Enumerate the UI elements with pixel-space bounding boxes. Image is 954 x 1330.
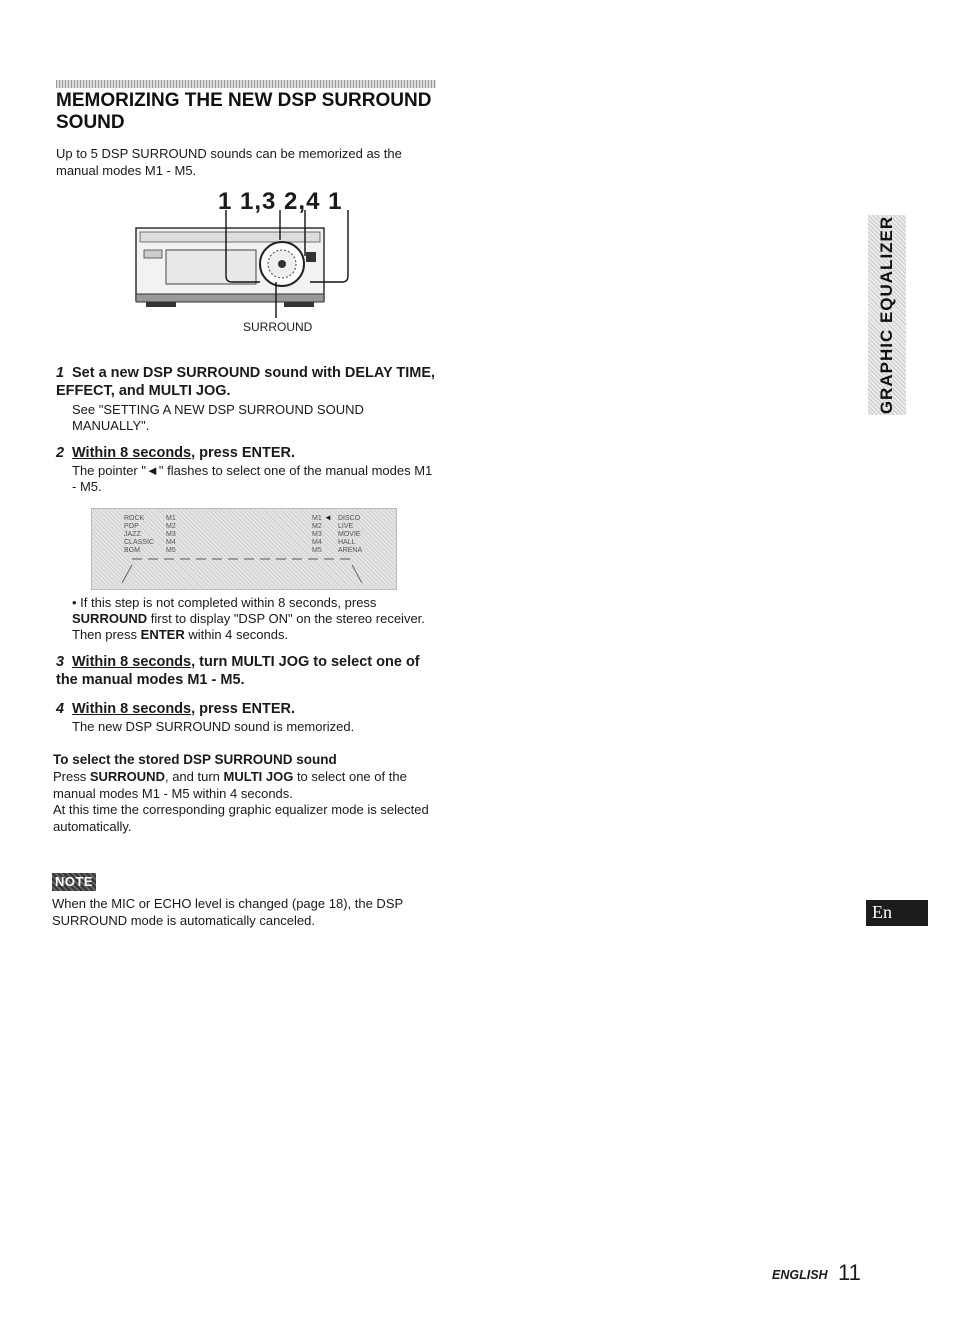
note-body: When the MIC or ECHO level is changed (page 18), the DSP SURROUND mode is automatically canceled. (52, 896, 403, 928)
mode-label: JAZZ (124, 531, 141, 538)
stored-note: At this time the corresponding graphic equalizer mode is selected automatically. (53, 802, 429, 834)
m-label: M5 (166, 547, 176, 554)
m-label: M5 (312, 547, 322, 554)
receiver-illustration (130, 210, 360, 320)
stored-sound-body (53, 769, 438, 835)
step-heading-text: , turn MULTI JOG to select one of the manual modes M1 - M5. (56, 654, 420, 688)
bullet-text: first to display "DSP ON" on the stereo receiver. Then press (72, 611, 425, 642)
step-number: 1 (56, 365, 65, 381)
text: to select one of the manual modes M1 - M5 within 4 seconds. (53, 769, 407, 801)
bullet-bold: ENTER (140, 627, 185, 642)
bullet-text: • If this step is not completed within 8 seconds, press (72, 595, 377, 610)
display-illustration (91, 508, 397, 590)
bold-text: SURROUND (89, 769, 165, 784)
m-label: M1 (166, 515, 176, 522)
text: , and turn (164, 769, 224, 784)
step-2-heading (56, 444, 441, 462)
step-heading-underlined: Within 8 seconds (72, 701, 192, 717)
m-label: M4 (166, 539, 176, 546)
note-label: NOTE (52, 873, 96, 891)
m-label: M2 (166, 523, 176, 530)
page-number: 11 (838, 1260, 861, 1285)
bullet-bold: SURROUND (72, 611, 148, 626)
step-heading-underlined: Within 8 seconds (72, 654, 192, 670)
surround-label: SURROUND (243, 320, 313, 334)
step-heading-text: Set a new DSP SURROUND sound with DELAY TIME, EFFECT, and MULTI JOG. (56, 365, 436, 399)
step-heading-underlined: Within 8 seconds (72, 445, 192, 461)
mode-label: LIVE (338, 523, 354, 530)
mode-label: ROCK (124, 515, 145, 522)
step-heading-text: , press ENTER. (191, 701, 296, 717)
bullet-text: within 4 seconds. (184, 627, 289, 642)
mode-label: DISCO (338, 515, 361, 522)
stored-sound-heading: To select the stored DSP SURROUND sound (53, 752, 337, 767)
pointer-arrow-icon: ◄ (324, 513, 332, 522)
bold-text: MULTI JOG (223, 769, 294, 784)
section-title: MEMORIZING THE NEW DSP SURROUND SOUND (56, 90, 432, 133)
display-dashes (92, 509, 396, 589)
m-label: M3 (166, 531, 176, 538)
m-label: M2 (312, 523, 322, 530)
text: Press (53, 769, 90, 784)
step-number: 3 (56, 654, 65, 670)
stored-instruction (53, 769, 438, 802)
footer-language: ENGLISH (772, 1268, 828, 1282)
mode-label: BGM (124, 547, 140, 554)
mode-label: CLASSIC (124, 539, 154, 546)
m-label: M3 (312, 531, 322, 538)
step-2-body: The pointer "◄" flashes to select one of the manual modes M1 - M5. (72, 463, 433, 494)
m-label: M4 (312, 539, 322, 546)
step-heading-text: , press ENTER. (191, 445, 296, 461)
step-number: 4 (56, 701, 65, 717)
step-number: 2 (56, 445, 65, 461)
mode-label: MOVIE (338, 531, 361, 538)
step-4-body: The new DSP SURROUND sound is memorized. (72, 719, 355, 734)
mode-label: POP (124, 523, 139, 530)
step-1-heading (56, 364, 441, 400)
step-4-heading (56, 700, 441, 718)
intro-text: Up to 5 DSP SURROUND sounds can be memorized as the manual modes M1 - M5. (56, 146, 402, 178)
step-1-body: See "SETTING A NEW DSP SURROUND SOUND MANUALLY". (72, 402, 364, 433)
timeout-bullet (72, 595, 437, 643)
mode-label: ARENA (338, 547, 363, 554)
m-label: M1 (312, 515, 322, 522)
side-tab-label: GRAPHIC EQUALIZER (877, 215, 896, 415)
mode-label: HALL (338, 539, 356, 546)
language-tab-label: En (872, 902, 892, 922)
step-3-heading (56, 653, 441, 689)
diagram-callouts: 1 1,3 2,4 1 (218, 188, 343, 215)
top-rule (56, 80, 436, 88)
